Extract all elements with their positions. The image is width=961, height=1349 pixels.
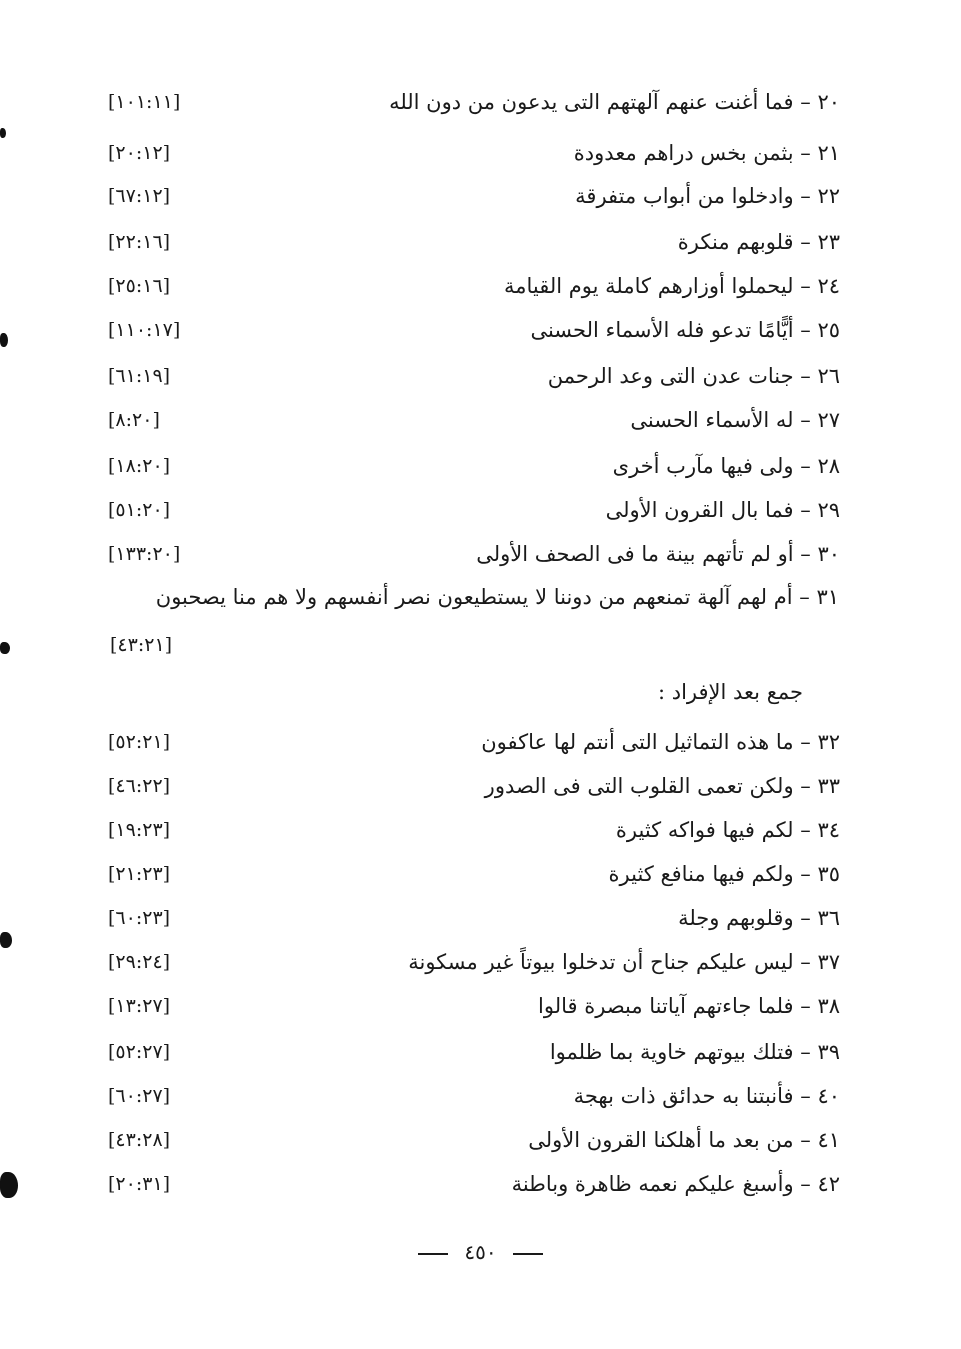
verse-text: ٣٩ – فتلك بيوتهم خاوية بما ظلموا <box>549 1040 840 1064</box>
list-item <box>100 1120 840 1160</box>
list-item <box>100 356 840 396</box>
verse-reference: [١٩:٢٣] <box>108 819 171 841</box>
page-number: ٤٥٠ <box>464 1240 497 1264</box>
list-item <box>100 446 840 486</box>
list-item <box>100 1032 840 1072</box>
verse-text: ٢٦ – جنات عدن التى وعد الرحمن <box>547 364 840 388</box>
verse-reference: [٥١:٢٠] <box>108 499 171 521</box>
verse-reference: [٤٣:٢٨] <box>108 1129 171 1151</box>
list-item <box>100 222 840 262</box>
verse-reference: [٦٠:٢٧] <box>108 1085 171 1107</box>
verse-text: ٣٤ – لكم فيها فواكه كثيرة <box>615 818 840 842</box>
list-item <box>100 810 840 850</box>
verse-reference: [٤٣:٢١] <box>110 634 173 656</box>
list-item <box>100 82 840 122</box>
verse-reference: [٦٧:١٢] <box>108 185 171 207</box>
verse-text: ٢٢ – وادخلوا من أبواب متفرقة <box>575 184 840 208</box>
verse-text: ٣٨ – فلما جاءتهم آياتنا مبصرة قالوا <box>538 994 840 1018</box>
verse-reference: [٥٢:٢١] <box>108 731 171 753</box>
verse-reference: [٦١:١٩] <box>108 365 171 387</box>
list-item <box>100 854 840 894</box>
dash-left <box>513 1253 543 1255</box>
verse-reference: [٢١:٢٣] <box>108 863 171 885</box>
list-item <box>100 942 840 982</box>
list-item <box>100 490 840 530</box>
verse-text: ٤٢ – وأسبغ عليكم نعمه ظاهرة وباطنة <box>511 1172 840 1196</box>
verse-text: ٢٩ – فما بال القرون الأولى <box>605 498 840 522</box>
list-item <box>100 400 840 440</box>
verse-text: ٢٧ – له الأسماء الحسنى <box>630 408 840 432</box>
list-item <box>100 898 840 938</box>
verse-reference: [١١٠:١٧] <box>108 319 181 341</box>
verse-text: ٢١ – بثمن بخس دراهم معدودة <box>573 141 840 165</box>
verse-reference: [٢٩:٢٤] <box>108 951 171 973</box>
verse-text: ٣٥ – ولكم فيها منافع كثيرة <box>608 862 840 886</box>
scan-margin-mark <box>0 932 12 948</box>
verse-reference: [١٠١:١١] <box>108 91 181 113</box>
verse-reference: [٢٠:٣١] <box>108 1173 171 1195</box>
page-number-footer <box>0 1240 961 1264</box>
list-item <box>100 986 840 1026</box>
list-item <box>100 176 840 216</box>
list-item <box>100 266 840 306</box>
verse-reference: [٢٢:١٦] <box>108 231 171 253</box>
verse-reference: [٢٥:١٦] <box>108 275 171 297</box>
verse-reference: [٤٦:٢٢] <box>108 775 171 797</box>
scan-margin-mark <box>0 333 8 347</box>
verse-reference: [١٨:٢٠] <box>108 455 171 477</box>
verse-text: ٤٠ – فأنبتنا به حدائق ذات بهجة <box>573 1084 840 1108</box>
verse-text-wide: ٣١ – أم لهم آلهة تمنعهم من دوننا لا يستطيعون نصر أنفسهم ولا هم منا يصحبون <box>155 585 839 609</box>
verse-text: ٢٥ – أيًّامًا تدعو فله الأسماء الحسنى <box>530 318 840 342</box>
verse-text: ٣٣ – ولكن تعمى القلوب التى فى الصدور <box>484 774 840 798</box>
list-item <box>100 534 840 574</box>
verse-text: ٢٤ – ليحملوا أوزارهم كاملة يوم القيامة <box>504 274 840 298</box>
list-item <box>100 722 840 762</box>
list-item <box>100 766 840 806</box>
list-item <box>100 133 840 173</box>
verse-text: ٣٧ – ليس عليكم جناح أن تدخلوا بيوتاً غير مسكونة <box>408 950 840 974</box>
list-item <box>100 1076 840 1116</box>
verse-text: ٣٦ – وقلوبهم وجلة <box>678 906 840 930</box>
scan-margin-mark <box>0 128 6 138</box>
list-item <box>100 310 840 350</box>
verse-reference: [٥٢:٢٧] <box>108 1041 171 1063</box>
list-item <box>100 1164 840 1204</box>
verse-reference: [٢٠:١٢] <box>108 142 171 164</box>
verse-text: ٢٣ – قلوبهم منكرة <box>677 230 840 254</box>
scan-margin-mark <box>0 1172 18 1198</box>
verse-text: ٤١ – من بعد ما أهلكنا القرون الأولى <box>528 1128 840 1152</box>
verse-reference: [٦٠:٢٣] <box>108 907 171 929</box>
scan-margin-mark <box>0 642 10 654</box>
verse-reference: [١٣٣:٢٠] <box>108 543 181 565</box>
verse-text: ٢٠ – فما أغنت عنهم آلهتهم التى يدعون من دون الله <box>389 90 840 114</box>
verse-text: ٢٨ – ولى فيها مآرب أخرى <box>612 454 840 478</box>
verse-text: ٣٠ – أو لم تأتهم بينة ما فى الصحف الأولى <box>476 542 840 566</box>
verse-text: ٣٢ – ما هذه التماثيل التى أنتم لها عاكفون <box>481 730 840 754</box>
dash-right <box>418 1253 448 1255</box>
verse-reference: [١٣:٢٧] <box>108 995 171 1017</box>
verse-reference: [٨:٢٠] <box>108 409 160 431</box>
section-heading: جمع بعد الإفراد : <box>657 680 803 704</box>
